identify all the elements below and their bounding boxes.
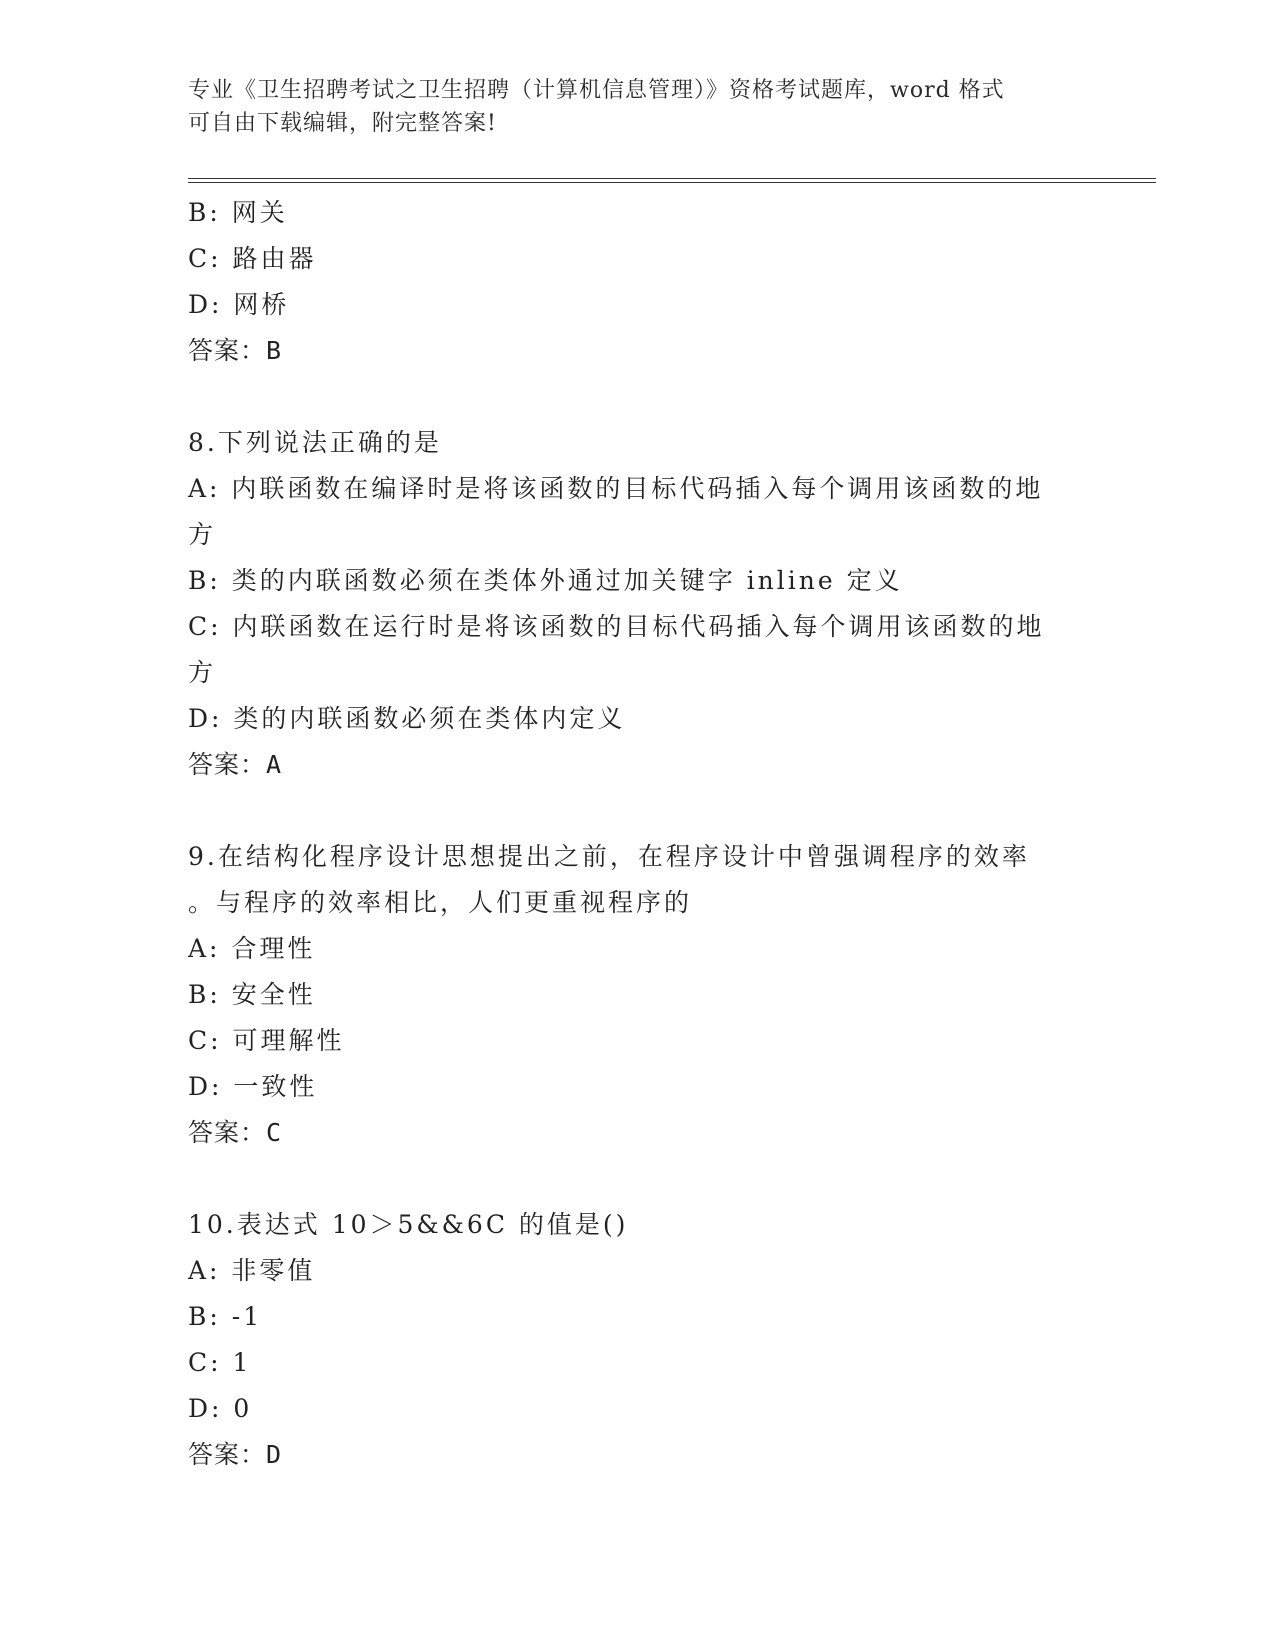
question-block-9 bbox=[188, 834, 1088, 1156]
option-b: B: 类的内联函数必须在类体外通过加关键字 inline 定义 bbox=[188, 566, 903, 595]
block-spacer bbox=[188, 1156, 1088, 1202]
block-spacer bbox=[188, 374, 1088, 420]
header-divider-top bbox=[188, 178, 1156, 179]
option-c-continued: 方 bbox=[188, 658, 217, 687]
option-a-continued: 方 bbox=[188, 520, 217, 549]
option-d: D: 一致性 bbox=[188, 1072, 318, 1101]
option-a: A: 非零值 bbox=[188, 1256, 316, 1285]
option-c: C: 内联函数在运行时是将该函数的目标代码插入每个调用该函数的地 bbox=[188, 612, 1045, 641]
option-c: C: 路由器 bbox=[188, 244, 317, 273]
option-c: C: 可理解性 bbox=[188, 1026, 345, 1055]
block-spacer bbox=[188, 788, 1088, 834]
question-list bbox=[188, 190, 1088, 1478]
answer-line: 答案：C bbox=[188, 1118, 283, 1147]
document-header bbox=[188, 74, 1088, 140]
option-d: D: 类的内联函数必须在类体内定义 bbox=[188, 704, 626, 733]
question-block-10 bbox=[188, 1202, 1088, 1478]
header-line-1: 专业《卫生招聘考试之卫生招聘（计算机信息管理）》资格考试题库，word 格式 bbox=[188, 78, 1005, 103]
header-divider-bottom bbox=[188, 182, 1156, 183]
question-block-7 bbox=[188, 190, 1088, 374]
question-block-8 bbox=[188, 420, 1088, 788]
option-c: C: 1 bbox=[188, 1348, 252, 1377]
answer-line: 答案：A bbox=[188, 750, 283, 779]
option-a: A: 合理性 bbox=[188, 934, 316, 963]
answer-line: 答案：B bbox=[188, 336, 283, 365]
option-b: B: 网关 bbox=[188, 198, 288, 227]
option-d: D: 网桥 bbox=[188, 290, 290, 319]
answer-line: 答案：D bbox=[188, 1440, 283, 1469]
option-a: A: 内联函数在编译时是将该函数的目标代码插入每个调用该函数的地 bbox=[188, 474, 1044, 503]
question-stem-continued: 。与程序的效率相比，人们更重视程序的 bbox=[188, 888, 693, 917]
header-line-2: 可自由下载编辑，附完整答案! bbox=[188, 111, 497, 136]
option-d: D: 0 bbox=[188, 1394, 253, 1423]
option-b: B: -1 bbox=[188, 1302, 263, 1331]
question-stem: 9.在结构化程序设计思想提出之前，在程序设计中曾强调程序的效率 bbox=[188, 842, 1030, 871]
question-stem: 8.下列说法正确的是 bbox=[188, 428, 442, 457]
question-stem: 10.表达式 10＞5&&6C 的值是() bbox=[188, 1210, 629, 1239]
option-b: B: 安全性 bbox=[188, 980, 316, 1009]
